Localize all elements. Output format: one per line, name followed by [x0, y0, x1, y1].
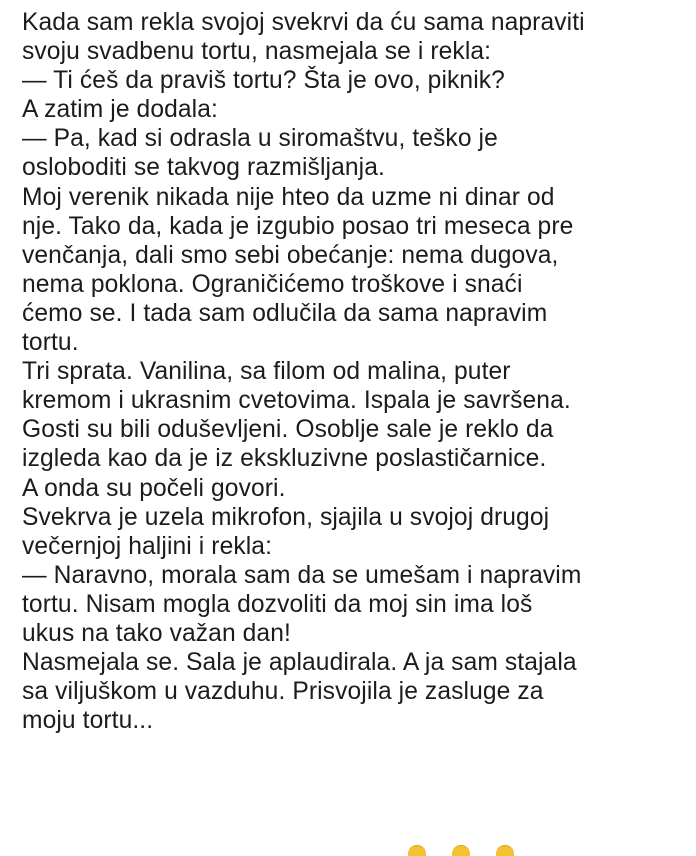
pointing-down-emoji-icon [408, 845, 426, 856]
post-line: večernjoj haljini i rekla: [22, 532, 273, 560]
post-line: sa viljuškom u vazduhu. Prisvojila je zasluge za [22, 678, 544, 706]
post-line: A onda su počeli govori. [22, 474, 286, 502]
post-line: nema poklona. Ograničićemo troškove i snaći [22, 270, 523, 298]
post-line: A zatim je dodala: [22, 96, 218, 124]
post-line: kremom i ukrasnim cvetovima. Ispala je savršena. [22, 387, 571, 415]
post-line: osloboditi se takvog razmišljanja. [22, 154, 385, 182]
post-line: svoju svadbenu tortu, nasmejala se i rekla: [22, 38, 492, 66]
post-line: ćemo se. I tada sam odlučila da sama napravim [22, 299, 548, 327]
post-line: tortu. Nisam mogla dozvoliti da moj sin ima loš [22, 590, 533, 618]
post-line: izgleda kao da je iz ekskluzivne poslastičarnice. [22, 445, 547, 473]
post-line: moju tortu... [22, 707, 154, 735]
pointing-down-emoji-icon [452, 845, 470, 856]
post-line: venčanja, dali smo sebi obećanje: nema dugova, [22, 241, 559, 269]
post-line: Kada sam rekla svojoj svekrvi da ću sama napraviti [22, 9, 585, 36]
post-line: ukus na tako važan dan! [22, 619, 291, 647]
post-line: — Naravno, morala sam da se umešam i napravim [22, 561, 582, 589]
post-line: — Pa, kad si odrasla u siromaštvu, teško je [22, 125, 498, 153]
post-text [22, 8, 690, 735]
post-line: Gosti su bili oduševljeni. Osoblje sale je reklo da [22, 416, 554, 444]
pointing-down-emoji-icon [496, 845, 514, 856]
post-line: nje. Tako da, kada je izgubio posao tri meseca pre [22, 212, 574, 240]
post-line: Svekrva je uzela mikrofon, sjajila u svojoj drugoj [22, 503, 550, 531]
post-line: tortu. [22, 329, 79, 357]
post-line: Moj verenik nikada nije hteo da uzme ni dinar od [22, 183, 555, 211]
post-line: Nasmejala se. Sala je aplaudirala. A ja sam stajala [22, 649, 577, 677]
post-line: — Ti ćeš da praviš tortu? Šta je ovo, piknik? [22, 67, 505, 95]
emoji-row [408, 845, 514, 856]
post-line: Tri sprata. Vanilina, sa filom od malina, puter [22, 358, 511, 386]
